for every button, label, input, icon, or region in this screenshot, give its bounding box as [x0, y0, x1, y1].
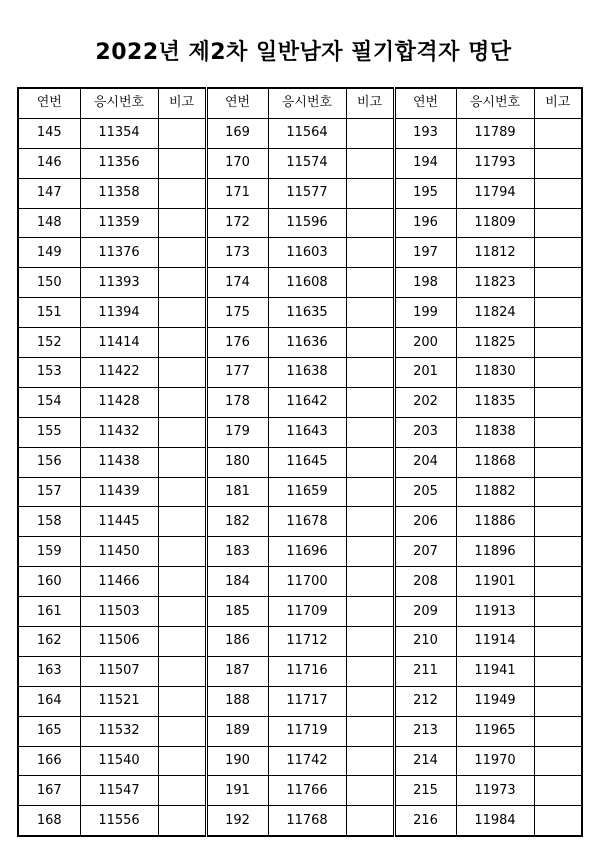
exam-number-cell: 11886: [456, 507, 534, 537]
exam-number-cell: 11678: [268, 507, 346, 537]
serial-number-cell: 166: [18, 746, 80, 776]
remarks-cell: [534, 417, 582, 447]
serial-number-cell: 196: [394, 208, 456, 238]
exam-number-cell: 11700: [268, 567, 346, 597]
exam-number-cell: 11913: [456, 597, 534, 627]
serial-number-cell: 212: [394, 686, 456, 716]
serial-number-cell: 170: [206, 148, 268, 178]
exam-number-cell: 11422: [80, 358, 158, 388]
serial-number-cell: 180: [206, 447, 268, 477]
serial-number-cell: 160: [18, 567, 80, 597]
exam-number-cell: 11556: [80, 806, 158, 836]
exam-number-cell: 11812: [456, 238, 534, 268]
remarks-cell: [534, 208, 582, 238]
serial-number-cell: 173: [206, 238, 268, 268]
serial-number-cell: 181: [206, 477, 268, 507]
exam-number-cell: 11608: [268, 268, 346, 298]
serial-number-cell: 193: [394, 118, 456, 148]
exam-number-cell: 11507: [80, 656, 158, 686]
serial-number-cell: 176: [206, 328, 268, 358]
exam-number-cell: 11941: [456, 656, 534, 686]
exam-number-cell: 11466: [80, 567, 158, 597]
remarks-cell: [158, 447, 206, 477]
exam-number-cell: 11376: [80, 238, 158, 268]
exam-number-cell: 11901: [456, 567, 534, 597]
serial-number-cell: 194: [394, 148, 456, 178]
exam-number-cell: 11949: [456, 686, 534, 716]
serial-number-cell: 182: [206, 507, 268, 537]
remarks-cell: [346, 387, 394, 417]
serial-number-cell: 159: [18, 537, 80, 567]
exam-number-cell: 11445: [80, 507, 158, 537]
exam-number-cell: 11645: [268, 447, 346, 477]
serial-number-cell: 215: [394, 776, 456, 806]
serial-number-cell: 165: [18, 716, 80, 746]
serial-number-cell: 211: [394, 656, 456, 686]
table-row: [18, 387, 582, 417]
remarks-cell: [158, 298, 206, 328]
remarks-header: 비고: [346, 88, 394, 118]
serial-number-cell: 191: [206, 776, 268, 806]
serial-number-cell: 210: [394, 627, 456, 657]
remarks-cell: [346, 716, 394, 746]
remarks-cell: [534, 328, 582, 358]
serial-number-cell: 216: [394, 806, 456, 836]
remarks-cell: [346, 746, 394, 776]
serial-number-cell: 199: [394, 298, 456, 328]
serial-number-cell: 154: [18, 387, 80, 417]
table-row: [18, 597, 582, 627]
serial-number-cell: 161: [18, 597, 80, 627]
table-row: [18, 686, 582, 716]
table-row: [18, 238, 582, 268]
remarks-cell: [534, 716, 582, 746]
remarks-cell: [346, 537, 394, 567]
table-body: [18, 118, 582, 836]
table-row: [18, 746, 582, 776]
remarks-cell: [158, 656, 206, 686]
remarks-cell: [534, 686, 582, 716]
exam-number-cell: 11439: [80, 477, 158, 507]
remarks-cell: [534, 537, 582, 567]
remarks-cell: [534, 776, 582, 806]
remarks-cell: [158, 148, 206, 178]
exam-number-cell: 11793: [456, 148, 534, 178]
table-row: [18, 567, 582, 597]
table-row: [18, 656, 582, 686]
remarks-cell: [158, 118, 206, 148]
exam-number-cell: 11838: [456, 417, 534, 447]
exam-number-cell: 11830: [456, 358, 534, 388]
table-row: [18, 358, 582, 388]
serial-number-cell: 205: [394, 477, 456, 507]
remarks-cell: [534, 358, 582, 388]
serial-number-cell: 162: [18, 627, 80, 657]
serial-number-cell: 155: [18, 417, 80, 447]
serial-number-cell: 156: [18, 447, 80, 477]
serial-number-cell: 200: [394, 328, 456, 358]
serial-number-cell: 147: [18, 178, 80, 208]
exam-number-cell: 11540: [80, 746, 158, 776]
exam-number-cell: 11970: [456, 746, 534, 776]
exam-number-cell: 11742: [268, 746, 346, 776]
remarks-cell: [534, 148, 582, 178]
exam-number-cell: 11896: [456, 537, 534, 567]
exam-number-cell: 11547: [80, 776, 158, 806]
exam-number-cell: 11414: [80, 328, 158, 358]
remarks-cell: [158, 477, 206, 507]
remarks-cell: [346, 597, 394, 627]
remarks-cell: [534, 806, 582, 836]
remarks-cell: [534, 477, 582, 507]
remarks-cell: [158, 597, 206, 627]
exam-number-header: 응시번호: [268, 88, 346, 118]
exam-number-cell: 11835: [456, 387, 534, 417]
remarks-cell: [534, 118, 582, 148]
exam-number-cell: 11359: [80, 208, 158, 238]
serial-number-cell: 203: [394, 417, 456, 447]
serial-number-cell: 149: [18, 238, 80, 268]
remarks-cell: [158, 507, 206, 537]
remarks-cell: [346, 776, 394, 806]
exam-number-cell: 11450: [80, 537, 158, 567]
remarks-cell: [534, 447, 582, 477]
exam-number-cell: 11868: [456, 447, 534, 477]
remarks-cell: [158, 746, 206, 776]
remarks-cell: [158, 358, 206, 388]
remarks-cell: [346, 358, 394, 388]
serial-number-cell: 186: [206, 627, 268, 657]
exam-number-cell: 11794: [456, 178, 534, 208]
remarks-cell: [346, 148, 394, 178]
exam-number-cell: 11603: [268, 238, 346, 268]
table-row: [18, 178, 582, 208]
serial-number-cell: 150: [18, 268, 80, 298]
remarks-cell: [534, 268, 582, 298]
serial-number-header: 연번: [206, 88, 268, 118]
table-row: [18, 776, 582, 806]
table-row: [18, 268, 582, 298]
serial-number-cell: 177: [206, 358, 268, 388]
remarks-cell: [534, 238, 582, 268]
exam-number-cell: 11503: [80, 597, 158, 627]
serial-number-cell: 202: [394, 387, 456, 417]
remarks-cell: [158, 537, 206, 567]
table-row: [18, 417, 582, 447]
passer-list-table: [17, 87, 583, 837]
exam-number-cell: 11825: [456, 328, 534, 358]
exam-number-cell: 11709: [268, 597, 346, 627]
remarks-cell: [346, 208, 394, 238]
exam-number-cell: 11356: [80, 148, 158, 178]
serial-number-cell: 185: [206, 597, 268, 627]
exam-number-cell: 11532: [80, 716, 158, 746]
exam-number-cell: 11719: [268, 716, 346, 746]
serial-number-cell: 209: [394, 597, 456, 627]
exam-number-header: 응시번호: [80, 88, 158, 118]
table-row: [18, 447, 582, 477]
table-row: [18, 298, 582, 328]
exam-number-cell: 11768: [268, 806, 346, 836]
remarks-cell: [158, 178, 206, 208]
serial-number-cell: 175: [206, 298, 268, 328]
remarks-cell: [346, 477, 394, 507]
remarks-cell: [534, 627, 582, 657]
table-row: [18, 208, 582, 238]
serial-number-cell: 164: [18, 686, 80, 716]
serial-number-cell: 208: [394, 567, 456, 597]
serial-number-cell: 190: [206, 746, 268, 776]
remarks-cell: [158, 387, 206, 417]
remarks-cell: [158, 567, 206, 597]
remarks-cell: [158, 806, 206, 836]
serial-number-cell: 171: [206, 178, 268, 208]
exam-number-cell: 11984: [456, 806, 534, 836]
serial-number-cell: 214: [394, 746, 456, 776]
remarks-cell: [534, 567, 582, 597]
exam-number-cell: 11712: [268, 627, 346, 657]
exam-number-cell: 11716: [268, 656, 346, 686]
serial-number-cell: 204: [394, 447, 456, 477]
exam-number-cell: 11574: [268, 148, 346, 178]
serial-number-cell: 152: [18, 328, 80, 358]
exam-number-cell: 11358: [80, 178, 158, 208]
remarks-cell: [534, 387, 582, 417]
exam-number-cell: 11354: [80, 118, 158, 148]
remarks-cell: [158, 716, 206, 746]
serial-number-cell: 197: [394, 238, 456, 268]
remarks-header: 비고: [158, 88, 206, 118]
serial-number-cell: 213: [394, 716, 456, 746]
serial-number-cell: 201: [394, 358, 456, 388]
exam-number-cell: 11438: [80, 447, 158, 477]
exam-number-cell: 11717: [268, 686, 346, 716]
table-row: [18, 118, 582, 148]
remarks-cell: [158, 776, 206, 806]
table-row: [18, 806, 582, 836]
serial-number-header: 연번: [18, 88, 80, 118]
remarks-cell: [158, 627, 206, 657]
serial-number-cell: 179: [206, 417, 268, 447]
table-row: [18, 716, 582, 746]
remarks-cell: [346, 567, 394, 597]
exam-number-cell: 11636: [268, 328, 346, 358]
exam-number-cell: 11638: [268, 358, 346, 388]
exam-number-cell: 11432: [80, 417, 158, 447]
serial-number-header: 연번: [394, 88, 456, 118]
exam-number-cell: 11394: [80, 298, 158, 328]
serial-number-cell: 168: [18, 806, 80, 836]
exam-number-cell: 11393: [80, 268, 158, 298]
exam-number-cell: 11643: [268, 417, 346, 447]
exam-number-cell: 11824: [456, 298, 534, 328]
remarks-cell: [534, 178, 582, 208]
exam-number-cell: 11564: [268, 118, 346, 148]
serial-number-cell: 195: [394, 178, 456, 208]
serial-number-cell: 174: [206, 268, 268, 298]
remarks-cell: [158, 686, 206, 716]
exam-number-cell: 11506: [80, 627, 158, 657]
exam-number-cell: 11973: [456, 776, 534, 806]
exam-number-cell: 11914: [456, 627, 534, 657]
remarks-cell: [158, 328, 206, 358]
page-title: 2022년 제2차 일반남자 필기합격자 명단: [95, 40, 512, 65]
table-row: [18, 537, 582, 567]
serial-number-cell: 183: [206, 537, 268, 567]
table-row: [18, 507, 582, 537]
remarks-cell: [158, 268, 206, 298]
exam-number-cell: 11521: [80, 686, 158, 716]
serial-number-cell: 207: [394, 537, 456, 567]
serial-number-cell: 187: [206, 656, 268, 686]
serial-number-cell: 153: [18, 358, 80, 388]
serial-number-cell: 188: [206, 686, 268, 716]
remarks-cell: [346, 238, 394, 268]
remarks-cell: [534, 597, 582, 627]
serial-number-cell: 158: [18, 507, 80, 537]
remarks-cell: [158, 208, 206, 238]
serial-number-cell: 167: [18, 776, 80, 806]
table-header-row: [18, 88, 582, 118]
exam-number-cell: 11642: [268, 387, 346, 417]
remarks-cell: [158, 238, 206, 268]
serial-number-cell: 192: [206, 806, 268, 836]
exam-number-cell: 11882: [456, 477, 534, 507]
remarks-cell: [534, 656, 582, 686]
exam-number-cell: 11766: [268, 776, 346, 806]
remarks-cell: [346, 118, 394, 148]
exam-number-cell: 11428: [80, 387, 158, 417]
exam-number-cell: 11965: [456, 716, 534, 746]
remarks-cell: [346, 806, 394, 836]
serial-number-cell: 178: [206, 387, 268, 417]
remarks-cell: [346, 656, 394, 686]
exam-number-cell: 11696: [268, 537, 346, 567]
remarks-cell: [534, 507, 582, 537]
serial-number-cell: 146: [18, 148, 80, 178]
serial-number-cell: 184: [206, 567, 268, 597]
serial-number-cell: 169: [206, 118, 268, 148]
exam-number-cell: 11635: [268, 298, 346, 328]
serial-number-cell: 151: [18, 298, 80, 328]
remarks-cell: [346, 178, 394, 208]
remarks-cell: [346, 268, 394, 298]
serial-number-cell: 206: [394, 507, 456, 537]
remarks-cell: [346, 686, 394, 716]
remarks-cell: [346, 328, 394, 358]
exam-number-cell: 11577: [268, 178, 346, 208]
remarks-cell: [346, 627, 394, 657]
remarks-cell: [346, 298, 394, 328]
remarks-cell: [534, 298, 582, 328]
serial-number-cell: 145: [18, 118, 80, 148]
exam-number-cell: 11596: [268, 208, 346, 238]
exam-number-cell: 11659: [268, 477, 346, 507]
table-row: [18, 148, 582, 178]
serial-number-cell: 189: [206, 716, 268, 746]
remarks-cell: [534, 746, 582, 776]
exam-number-header: 응시번호: [456, 88, 534, 118]
table-row: [18, 477, 582, 507]
exam-number-cell: 11789: [456, 118, 534, 148]
serial-number-cell: 163: [18, 656, 80, 686]
serial-number-cell: 157: [18, 477, 80, 507]
exam-number-cell: 11809: [456, 208, 534, 238]
remarks-cell: [158, 417, 206, 447]
remarks-header: 비고: [534, 88, 582, 118]
table-row: [18, 328, 582, 358]
remarks-cell: [346, 447, 394, 477]
serial-number-cell: 198: [394, 268, 456, 298]
serial-number-cell: 172: [206, 208, 268, 238]
serial-number-cell: 148: [18, 208, 80, 238]
remarks-cell: [346, 417, 394, 447]
table-row: [18, 627, 582, 657]
remarks-cell: [346, 507, 394, 537]
exam-number-cell: 11823: [456, 268, 534, 298]
